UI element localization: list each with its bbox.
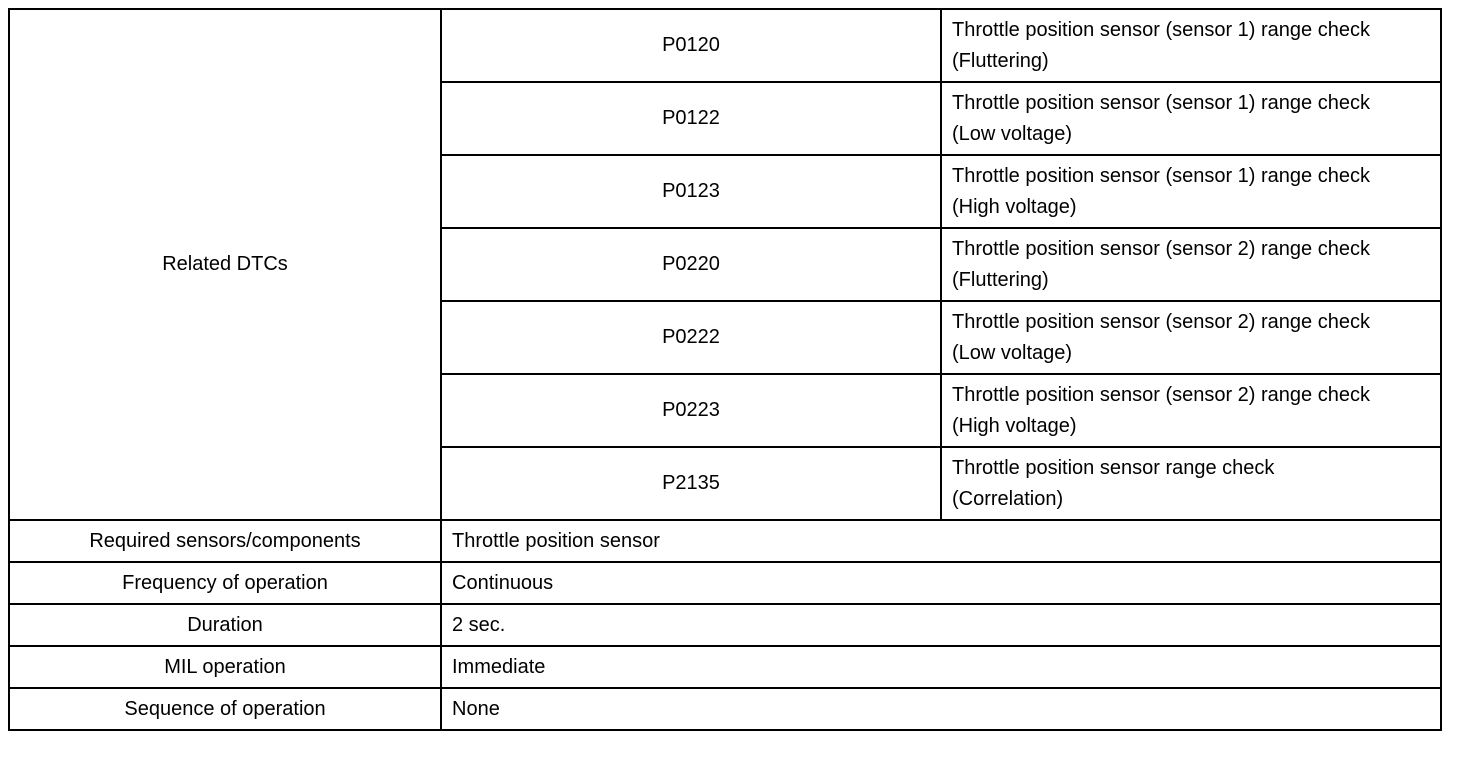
dtc-description-line1: Throttle position sensor (sensor 2) range check xyxy=(952,237,1370,260)
table-row xyxy=(9,9,1441,82)
required-sensors-value: Throttle position sensor xyxy=(441,520,1441,562)
dtc-description xyxy=(941,228,1441,301)
dtc-description xyxy=(941,9,1441,82)
dtc-code: P0120 xyxy=(441,9,941,82)
dtc-description-line2: (Fluttering) xyxy=(952,49,1049,72)
duration-label: Duration xyxy=(9,604,441,646)
sequence-label: Sequence of operation xyxy=(9,688,441,730)
table-row xyxy=(9,604,1441,646)
mil-operation-label: MIL operation xyxy=(9,646,441,688)
dtc-description-line1: Throttle position sensor (sensor 1) range check xyxy=(952,91,1370,114)
dtc-code: P0122 xyxy=(441,82,941,155)
related-dtcs-label: Related DTCs xyxy=(9,9,441,520)
frequency-label: Frequency of operation xyxy=(9,562,441,604)
dtc-description-line2: (Low voltage) xyxy=(952,122,1073,145)
dtc-description-line2: (Fluttering) xyxy=(952,268,1049,291)
dtc-description xyxy=(941,155,1441,228)
dtc-code: P0220 xyxy=(441,228,941,301)
dtc-code: P0222 xyxy=(441,301,941,374)
dtc-code: P0223 xyxy=(441,374,941,447)
table-row xyxy=(9,646,1441,688)
sequence-value: None xyxy=(441,688,1441,730)
dtc-description-line1: Throttle position sensor (sensor 1) range check xyxy=(952,164,1370,187)
monitor-spec-table xyxy=(8,8,1442,731)
dtc-description-line1: Throttle position sensor range check xyxy=(952,456,1275,479)
dtc-description-line1: Throttle position sensor (sensor 1) range check xyxy=(952,18,1370,41)
dtc-description xyxy=(941,301,1441,374)
dtc-description xyxy=(941,82,1441,155)
table-row xyxy=(9,562,1441,604)
dtc-description-line2: (High voltage) xyxy=(952,414,1077,437)
table-row xyxy=(9,688,1441,730)
dtc-description-line1: Throttle position sensor (sensor 2) range check xyxy=(952,383,1370,406)
required-sensors-label: Required sensors/components xyxy=(9,520,441,562)
table-row xyxy=(9,520,1441,562)
dtc-description-line2: (High voltage) xyxy=(952,195,1077,218)
dtc-code: P0123 xyxy=(441,155,941,228)
mil-operation-value: Immediate xyxy=(441,646,1441,688)
dtc-description-line2: (Correlation) xyxy=(952,487,1064,510)
frequency-value: Continuous xyxy=(441,562,1441,604)
dtc-description xyxy=(941,374,1441,447)
dtc-description-line1: Throttle position sensor (sensor 2) range check xyxy=(952,310,1370,333)
dtc-description-line2: (Low voltage) xyxy=(952,341,1073,364)
dtc-description xyxy=(941,447,1441,520)
dtc-code: P2135 xyxy=(441,447,941,520)
duration-value: 2 sec. xyxy=(441,604,1441,646)
